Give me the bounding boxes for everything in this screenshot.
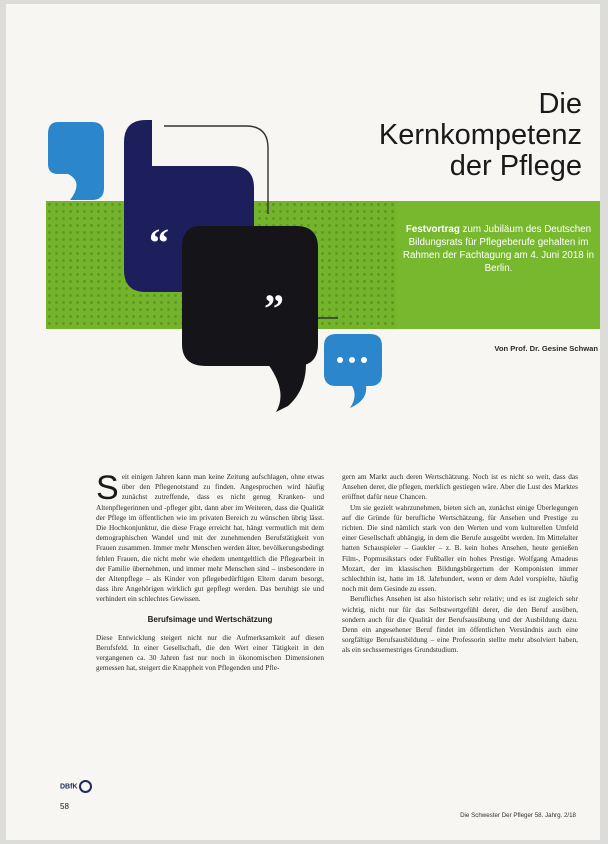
title-line-2: Kernkompetenz (378, 119, 582, 151)
lead-rest: zum Jubiläum des Deutschen Bildungsrats für Pflegeberufe gehalten im Rahmen der Fachtagung am 4. Juni 2018 in Berlin. (402, 224, 595, 274)
blue-quote-bubble-icon (48, 122, 104, 200)
page-number: 58 (60, 802, 69, 811)
paragraph-5: Berufliches Ansehen ist also historisch sehr relativ; und es ist zugleich sehr wichtig, nicht nur für das Selbstwertgefühl derer, die den Beruf ausüben, sondern auch für die Qualität der Berufsausübung und der Ausbildung dazu. Denn ein angesehener Beruf findet im öffentlichen Verständnis auch eine sorgfältige Berufsausbildung – eine Professorin stellte mehr absolviert haben, als ein sechssemestriges Grundstudium. (342, 594, 578, 655)
paragraph-4: Um sie gezielt wahrzunehmen, bieten sich an, zunächst einige Überlegungen auf die Gründe für berufliche Wertschätzung, für Ansehen und Prestige zu richten. Die sind nämlich stark von den Werten und vom kulturellen Umfeld einer Gesellschaft abhängig, in dem die Berufe ausgeübt werden. Im Mittelalter hatten Schauspieler – Gaukler – z. B. kein hohes Ansehen, heute genießen Film-, Popmusikstars oder Fußballer ein hohes Prestige. Wolfgang Amadeus Mozart, der im klassischen Bildungsbürgertum der Komponisten immer schlechthin ist, hatte im 18. Jahrhundert, wenn er dem Adel vorspielte, häufig noch mit dem Gesinde zu essen. (342, 502, 578, 594)
dot-3 (361, 357, 367, 363)
close-quote-glyph: ” (264, 286, 284, 331)
black-bubble-tail (268, 364, 306, 412)
dot-2 (349, 357, 355, 363)
open-quote-glyph: “ (149, 220, 169, 265)
paragraph-1 (96, 469, 324, 605)
paragraph-2: Diese Entwicklung steigert nicht nur die Aufmerksamkeit auf diesen Berufsfeld. In einer Gesellschaft, die den Wert einer Tätigkeit in den vergangenen ca. 30 Jahren fast nur noch in ökonomischen Dimensionen gemessen hat, steigert die Knappheit von Pflegenden und Pfle- (96, 632, 324, 673)
speech-bubbles-illustration (6, 4, 600, 424)
paragraph-3: gern am Markt auch deren Wertschätzung. Noch ist es nicht so weit, dass das Ansehen derer, die pflegen, merklich gestiegen wäre. Aber die Lust des Marktes eröffnet dafür neue Chancen. (342, 472, 578, 502)
logo-text: DBfK (60, 783, 78, 791)
column-right (342, 472, 578, 656)
section-subhead: Berufsimage und Wertschätzung (147, 614, 273, 624)
lead-bold: Festvortrag (405, 224, 460, 235)
paragraph-1-text: eit einigen Jahren kann man keine Zeitung aufschlagen, ohne etwas über den Pflegenotstand zu finden. Angesprochen wird häufig zunächst zutreffende, dass es nicht genug Kranken- und Altenpflegerinnen und -pfleger gibt, dann aber im Weiteren, dass die Qualität der Pflege im öffentlichen wie im privaten Bereich zu wünschen übrig lässt. Die Hochkonjunktur, die diese Frage erreicht hat, hängt vermutlich mit dem demographischen Wandel und mit der zunehmenden Berufstätigkeit von Frauen zusammen. Immer mehr Menschen werden älter, bevölkerungsbedingt fehlen Frauen, die nicht mehr wie ehedem unentgeltlich die Pflegearbeit in der Familie übernehmen, und immer mehr Menschen sind – insbesondere in der Altenpflege – als Kinder von pflegebedürftigen Eltern darum besorgt, dass ihre Angehörigen wirklich gut gepflegt werden. Das beruhigt sie und verhindert ein schlechtes Gewissen. (96, 472, 324, 604)
title-line-1: Die (538, 88, 582, 120)
article-title (282, 89, 582, 182)
author-line: Von Prof. Dr. Gesine Schwan (494, 344, 598, 353)
drop-cap: S (96, 469, 119, 507)
title-line-3: der Pflege (449, 150, 582, 182)
logo-ring-icon (79, 780, 92, 793)
black-quote-bubble-icon (182, 226, 318, 366)
dot-1 (337, 357, 343, 363)
column-left (96, 469, 324, 674)
magazine-page (6, 4, 600, 840)
dbfk-logo (60, 780, 92, 793)
lead-text (401, 223, 596, 275)
journal-footer: Die Schwester Der Pfleger 58. Jahrg. 2/18 (460, 812, 576, 819)
